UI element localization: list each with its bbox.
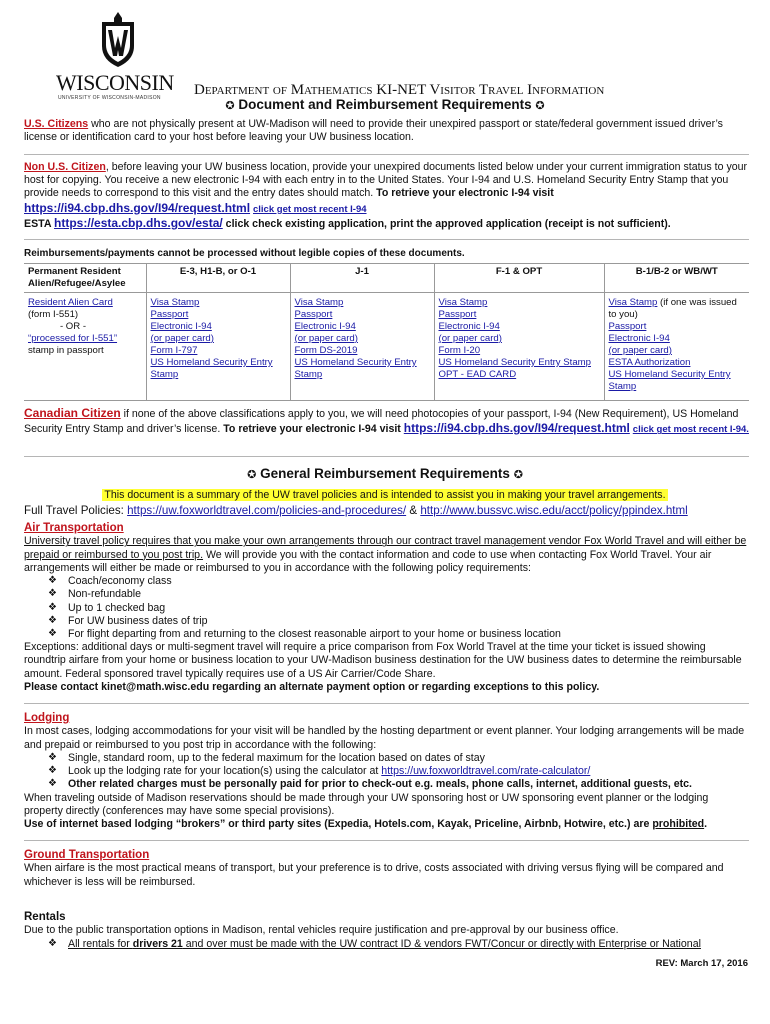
full-policies-label: Full Travel Policies:	[24, 504, 128, 517]
policy-link-bussvc[interactable]: http://www.bussvc.wisc.edu/acct/policy/ppindex.html	[420, 504, 688, 517]
lodging-bullet-list	[48, 752, 749, 792]
ornament-right-icon: ✪	[513, 469, 523, 481]
air-heading: Air Transportation	[24, 522, 124, 534]
cell-f1	[434, 292, 604, 400]
lodging-period: .	[704, 818, 708, 831]
policy-link-fox[interactable]: https://uw.foxworldtravel.com/policies-and-procedures/	[127, 504, 407, 517]
rentals-section	[24, 910, 749, 951]
diamond-bullet-icon: ❖	[48, 588, 57, 600]
header-permanent-resident: Permanent Resident Alien/Refugee/Asylee	[24, 264, 146, 292]
or-separator: - OR -	[59, 320, 87, 332]
air-bullet-text: For UW business dates of trip	[68, 614, 208, 627]
uw-crest-icon	[98, 12, 138, 68]
diamond-bullet-icon: ❖	[48, 575, 57, 587]
air-paragraph	[24, 535, 749, 575]
general-heading-text: General Reimbursement Requirements	[260, 466, 510, 481]
policy-amp: &	[406, 504, 421, 517]
cell-j1	[290, 292, 434, 400]
uw-logo	[54, 12, 180, 108]
header-e3-h1b-o1: E-3, H1-B, or O-1	[146, 264, 290, 292]
header-j1: J-1	[290, 264, 434, 292]
uw-madison-tagline: UNIVERSITY OF WISCONSIN-MADISON	[58, 95, 161, 101]
diamond-bullet-icon: ❖	[48, 751, 57, 763]
rate-calculator-link[interactable]: https://uw.foxworldtravel.com/rate-calculator/	[381, 765, 591, 778]
list-item	[48, 575, 749, 588]
b1-i94-link[interactable]: Electronic I-94	[608, 332, 670, 344]
air-bullet-text: Up to 1 checked bag	[68, 601, 166, 614]
b1-passport-link[interactable]: Passport	[608, 320, 647, 332]
j1-entry-stamp-link[interactable]: US Homeland Security Entry Stamp	[294, 356, 417, 380]
diamond-bullet-icon: ❖	[48, 601, 57, 613]
non-us-bold: To retrieve your electronic I-94 visit	[376, 187, 554, 200]
ornament-left-icon: ✪	[225, 100, 235, 112]
revision-date: REV: March 17, 2016	[655, 958, 748, 969]
summary-line	[0, 489, 770, 502]
processed-i551-link[interactable]: “processed for I-551”	[28, 332, 118, 344]
list-item	[48, 778, 749, 791]
j1-i94-link[interactable]: Electronic I-94	[294, 320, 356, 332]
e3-visa-stamp-link[interactable]: Visa Stamp	[150, 296, 200, 308]
non-us-label: Non U.S. Citizen	[24, 161, 106, 173]
canadian-text: if none of the above classifications apply to you, we will need photocopies of your passport, I-94 (New Requirement), US Homeland Security Entry Stamp and driver’s license.	[24, 408, 739, 436]
f1-paper-card-link[interactable]: (or paper card)	[438, 332, 502, 344]
divider	[24, 456, 749, 457]
b1-visa-stamp-link[interactable]: Visa Stamp	[608, 296, 658, 308]
air-text: We will provide you with the contact information and code to use when contacting Fox World Travel. Your air arrangements will either be made or reimbursed to you in accordance with the following policy requirements:	[24, 548, 712, 574]
form-i551: (form I-551)	[28, 308, 79, 320]
i94-note-link[interactable]: click get most recent I-94	[253, 203, 367, 215]
diamond-bullet-icon: ❖	[48, 614, 57, 626]
air-bullet-text: Coach/economy class	[68, 575, 172, 588]
rentals-bullet-list	[48, 938, 749, 951]
documents-heading	[0, 97, 770, 114]
requirements-table	[24, 263, 749, 401]
f1-passport-link[interactable]: Passport	[438, 308, 477, 320]
summary-highlight: This document is a summary of the UW travel policies and is intended to assist you in making your travel arrangements.	[104, 489, 666, 501]
rentals-bullet-pre: All rentals for	[68, 937, 133, 950]
e3-paper-card-link[interactable]: (or paper card)	[150, 332, 214, 344]
non-us-text: , before leaving your UW business location, provide your unexpired documents listed below under your current immigration status to your host for copying. You receive a new electronic I-94 with each entry in to the United States. Your I-94 and U.S. Homeland Security Entry Stamp that you provide needs to correspond to this visit and the entry dates should match.	[24, 161, 748, 200]
rentals-heading: Rentals	[24, 911, 66, 923]
list-item	[48, 938, 749, 951]
j1-passport-link[interactable]: Passport	[294, 308, 333, 320]
rentals-bullet-text	[68, 938, 701, 950]
b1-paper-card-link[interactable]: (or paper card)	[608, 344, 672, 356]
resident-alien-card-link[interactable]: Resident Alien Card	[28, 296, 113, 308]
esta-link[interactable]: https://esta.cbp.dhs.gov/esta/	[54, 215, 223, 230]
ornament-right-icon: ✪	[535, 100, 545, 112]
list-item	[48, 752, 749, 765]
canadian-bold: To retrieve your electronic I-94 visit	[223, 423, 404, 436]
lodging-prohibited: prohibited	[652, 818, 705, 831]
canadian-label: Canadian Citizen	[24, 406, 121, 420]
e3-i94-link[interactable]: Electronic I-94	[150, 320, 212, 332]
e3-passport-link[interactable]: Passport	[150, 308, 189, 320]
canadian-i94-note-link[interactable]: click get most recent I-94.	[632, 424, 749, 436]
documents-heading-text: Document and Reimbursement Requirements	[238, 97, 532, 112]
esta-label: ESTA	[24, 217, 55, 230]
general-heading	[0, 466, 770, 483]
rentals-bullet-post: and over must be made with the UW contract ID & vendors FWT/Concur or directly with Enterprise or National	[182, 937, 701, 950]
j1-ds2019-link[interactable]: Form DS-2019	[294, 344, 358, 356]
header-b1-b2: B-1/B-2 or WB/WT	[604, 264, 749, 292]
list-item	[48, 628, 749, 641]
diamond-bullet-icon: ❖	[48, 628, 57, 640]
wisconsin-wordmark: WISCONSIN	[56, 70, 174, 95]
lodging-outside: When traveling outside of Madison reservations should be made through your UW sponsoring host or UW sponsoring event planner or the lodging property directly (conferences may have some special provisions).	[24, 791, 709, 817]
air-contact: Please contact kinet@math.wisc.edu regarding an alternate payment option or regarding exceptions to this policy.	[24, 680, 600, 693]
list-item	[48, 588, 749, 601]
us-citizens-label: U.S. Citizens	[24, 118, 89, 130]
table-row	[24, 292, 749, 400]
header-f1-opt: F-1 & OPT	[434, 264, 604, 292]
diamond-bullet-icon: ❖	[48, 765, 57, 777]
us-citizens-text: who are not physically present at UW-Madison will need to provide their unexpired passport or state/federal government issued driver’s license or identification card to your host before leaving your UW business location.	[24, 118, 723, 144]
lodging-paragraph: In most cases, lodging accommodations for your visit will be handled by the hosting department or event planner. Your lodging arrangements will be made and prepaid or reimbursed to you post trip in accordance with the following:	[24, 725, 745, 751]
lodging-heading: Lodging	[24, 712, 70, 724]
diamond-bullet-icon: ❖	[48, 937, 57, 949]
non-us-paragraph	[24, 161, 749, 231]
f1-visa-stamp-link[interactable]: Visa Stamp	[438, 296, 488, 308]
esta-note: click check existing application, print the approved application (receipt is not sufficient).	[222, 217, 671, 230]
e3-entry-stamp-link[interactable]: US Homeland Security Entry Stamp	[150, 356, 273, 380]
diamond-bullet-icon: ❖	[48, 778, 57, 790]
canadian-paragraph	[24, 406, 749, 436]
f1-entry-stamp-link[interactable]: US Homeland Security Entry Stamp	[438, 356, 591, 368]
j1-paper-card-link[interactable]: (or paper card)	[294, 332, 358, 344]
e3-form-i797-link[interactable]: Form I-797	[150, 344, 198, 356]
table-caption: Reimbursements/payments cannot be processed without legible copies of these documents.	[24, 248, 465, 259]
lodging-section	[24, 711, 749, 831]
ground-heading: Ground Transportation	[24, 849, 150, 861]
lodging-bullet-text: Look up the lodging rate for your location(s) using the calculator at	[68, 765, 382, 778]
air-section	[24, 521, 749, 694]
lodging-brokers-text: Use of internet based lodging “brokers” or third party sites (Expedia, Hotels.com, Kayak, Priceline, Airbnb, Hotwire, etc.) are	[24, 818, 653, 831]
us-citizens-paragraph	[24, 118, 749, 144]
stamp-in-passport: stamp in passport	[28, 344, 104, 356]
ornament-left-icon: ✪	[247, 469, 257, 481]
divider	[24, 154, 749, 155]
cell-permanent-resident	[24, 292, 146, 400]
air-bullet-text: For flight departing from and returning to the closest reasonable airport to your home or business location	[68, 628, 561, 641]
rentals-bullet-bold: drivers 21	[132, 937, 183, 950]
b1-esta-link[interactable]: ESTA Authorization	[608, 356, 691, 368]
ground-section	[24, 848, 749, 889]
j1-visa-stamp-link[interactable]: Visa Stamp	[294, 296, 344, 308]
air-text-underlined: University travel policy requires that you make your own arrangements through our contract travel management vendor Fox World Travel and will either be prepaid or reimbursed to you post trip.	[24, 535, 747, 561]
air-bullet-text: Non-refundable	[68, 588, 142, 601]
rentals-paragraph: Due to the public transportation options in Madison, rental vehicles require justification and pre-approval by our business office.	[24, 924, 619, 937]
b1-visa-note: (if one was issued to you)	[608, 296, 737, 320]
lodging-brokers	[24, 818, 749, 831]
cell-b1	[604, 292, 749, 400]
cell-e3	[146, 292, 290, 400]
f1-i94-link[interactable]: Electronic I-94	[438, 320, 500, 332]
full-policies-line	[24, 504, 749, 518]
page-title: Department of Mathematics KI-NET Visitor Travel Information	[194, 82, 605, 98]
canadian-i94-link[interactable]: https://i94.cbp.dhs.gov/I94/request.html	[403, 421, 630, 436]
list-item	[48, 602, 749, 615]
air-exceptions: Exceptions: additional days or multi-segment travel will require a price comparison from Fox World Travel at the time your ticket is issued showing roundtrip airfare from your home or business location to your UW-Madison business destination for the UW business dates to determine the reimbursable amount. Federal sponsored travel typically requires use of a US Air Carrier/Code Share.	[24, 641, 742, 680]
divider	[24, 239, 749, 240]
divider	[24, 703, 749, 704]
ground-paragraph: When airfare is the most practical means of transport, but your preference is to drive, costs associated with driving versus flying will be compared and whichever is less will be reimbursed.	[24, 862, 724, 888]
f1-i20-link[interactable]: Form I-20	[438, 344, 481, 356]
b1-entry-stamp-link[interactable]: US Homeland Security Entry Stamp	[608, 368, 731, 392]
divider	[24, 840, 749, 841]
i94-link[interactable]: https://i94.cbp.dhs.gov/I94/request.html	[24, 200, 251, 215]
lodging-bullet-text: Single, standard room, up to the federal maximum for the location based on dates of stay	[68, 751, 485, 764]
list-item	[48, 615, 749, 628]
f1-opt-ead-link[interactable]: OPT - EAD CARD	[438, 368, 517, 380]
table-header-row	[24, 264, 749, 292]
air-bullet-list	[48, 575, 749, 641]
lodging-bullet-text: Other related charges must be personally paid for prior to check-out e.g. meals, phone calls, internet, additional guests, etc.	[68, 778, 693, 791]
list-item	[48, 765, 749, 778]
